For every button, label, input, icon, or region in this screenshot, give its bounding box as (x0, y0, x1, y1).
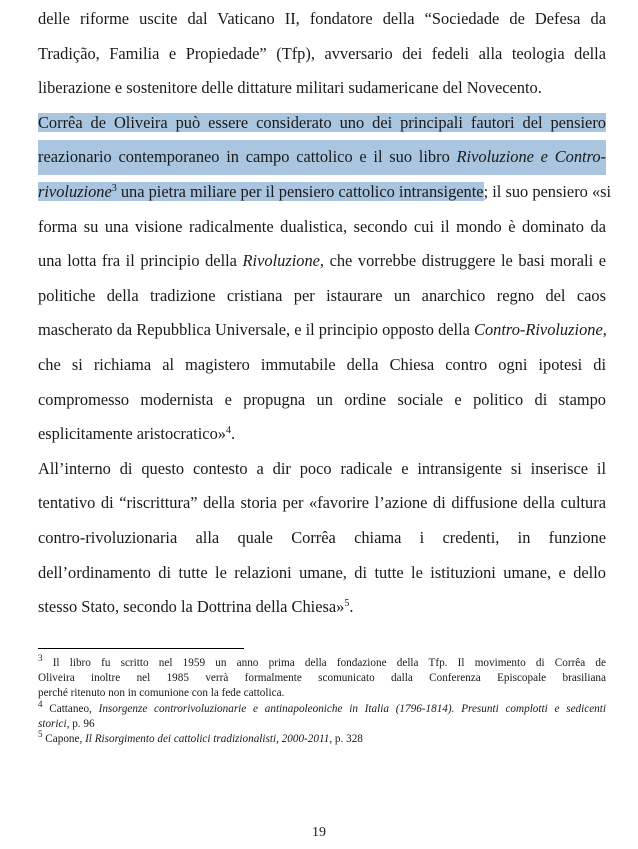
highlighted-text[interactable] (38, 182, 484, 201)
cited-title: Il Risorgimento dei cattolici tradizionalisti, 2000-2011 (85, 733, 330, 746)
text-span: una pietra miliare per il pensiero cattolico intransigente (116, 181, 484, 201)
text-span: reazionario contemporaneo in campo cattolico e il suo libro (38, 147, 457, 167)
text-line (38, 175, 612, 210)
text-line: All’interno di questo contesto a dir poco radicale e intransigente si inserisce il (38, 458, 606, 478)
text-span: , che vorrebbe distruggere le basi morali e (319, 251, 606, 271)
text-line (38, 106, 606, 141)
text-span: . (349, 597, 354, 617)
text-line: delle riforme uscite dal Vaticano II, fondatore della “Sociedade de Defesa da (38, 9, 606, 28)
text-line (38, 313, 606, 348)
book-title: Rivoluzione e Contro- (456, 147, 607, 167)
footnote-separator (38, 648, 244, 649)
footnote-line (38, 729, 606, 747)
highlighted-text-line[interactable] (38, 140, 606, 175)
footnote-line (38, 653, 606, 671)
text-span: Il libro fu scritto nel 1959 un anno prima della fondazione della Tfp. Il movimento di Corrêa de (42, 657, 606, 669)
text-span: , (602, 320, 607, 340)
text-line: dell’ordinamento di tutte le relazioni umane, di tutte le istituzioni umane, e dello (38, 562, 606, 582)
text-line: tentativo di “riscrittura” della storia per «favorire l’azione di diffusione della cultura (38, 493, 606, 513)
text-line: liberazione e sostenitore delle dittature militari sudamericane del Novecento. (38, 78, 542, 98)
text-span: , p. 96 (66, 717, 95, 730)
text-span: stesso Stato, secondo la Dottrina della Chiesa» (38, 597, 345, 617)
footnote-ref-4[interactable]: 4 (225, 425, 231, 437)
text-line: politiche della tradizione cristiana per istaurare un anarchico regno del caos (38, 285, 606, 305)
italic-term: Rivoluzione (242, 251, 320, 271)
footnote-line: Oliveira inoltre nel 1985 verrà formalmente scomunicato dalla Conferenza Episcopale brasiliana (38, 672, 606, 685)
footnote-5 (38, 729, 606, 747)
text-span: mascherato da Repubblica Universale, e il principio opposto della (38, 320, 475, 340)
footnote-ref-5[interactable]: 5 (344, 598, 350, 610)
book-title: rivoluzione (38, 181, 112, 201)
text-span: Cattaneo, (42, 702, 99, 715)
footnote-line: perché ritenuto non in comunione con la fede cattolica. (38, 687, 285, 700)
cited-title: Insorgenze controrivoluzionarie e antinapoleoniche in Italia (1796-1814). Presunti complotti e sedicenti (98, 702, 606, 715)
page-number: 19 (312, 825, 326, 840)
footnote-ref-3[interactable]: 3 (111, 182, 117, 194)
text-line (38, 244, 606, 279)
text-span: una lotta fra il principio della (38, 251, 243, 271)
text-span: . (230, 424, 236, 444)
italic-term: Contro-Rivoluzione (474, 320, 603, 340)
footnote-mark: 4 (38, 698, 43, 709)
text-line: forma su una visione radicalmente dualistica, secondo cui il mondo è dominato da (38, 216, 606, 236)
text-span: ; il suo pensiero «si (483, 181, 612, 201)
text-line: che si richiama al magistero immutabile della Chiesa contro ogni ipotesi di (38, 354, 606, 374)
text-line: compromesso modernista e propugna un ordine sociale e politico di stampo (38, 389, 606, 409)
text-line: contro-rivoluzionaria alla quale Corrêa chiama i credenti, in funzione (38, 527, 606, 547)
footnote-4 (38, 698, 606, 732)
cited-title: storici (38, 717, 67, 730)
text-line (38, 417, 606, 452)
text-span: , p. 328 (329, 733, 363, 746)
footnotes (38, 653, 606, 747)
text-line (38, 590, 606, 625)
body-text (38, 2, 612, 625)
footnote-mark: 3 (38, 653, 43, 663)
text-line: Tradição, Familia e Propiedade” (Tfp), avversario dei fedeli alla teologia della (38, 43, 606, 63)
text-span: Capone, (42, 733, 86, 746)
footnote-mark: 5 (38, 729, 43, 740)
footnote-line (38, 698, 606, 717)
highlighted-text[interactable]: Corrêa de Oliveira può essere considerato uno dei principali fautori del pensiero (38, 112, 606, 132)
footnote-3 (38, 653, 606, 702)
footnote-line (38, 717, 606, 732)
text-span: esplicitamente aristocratico» (38, 424, 226, 444)
